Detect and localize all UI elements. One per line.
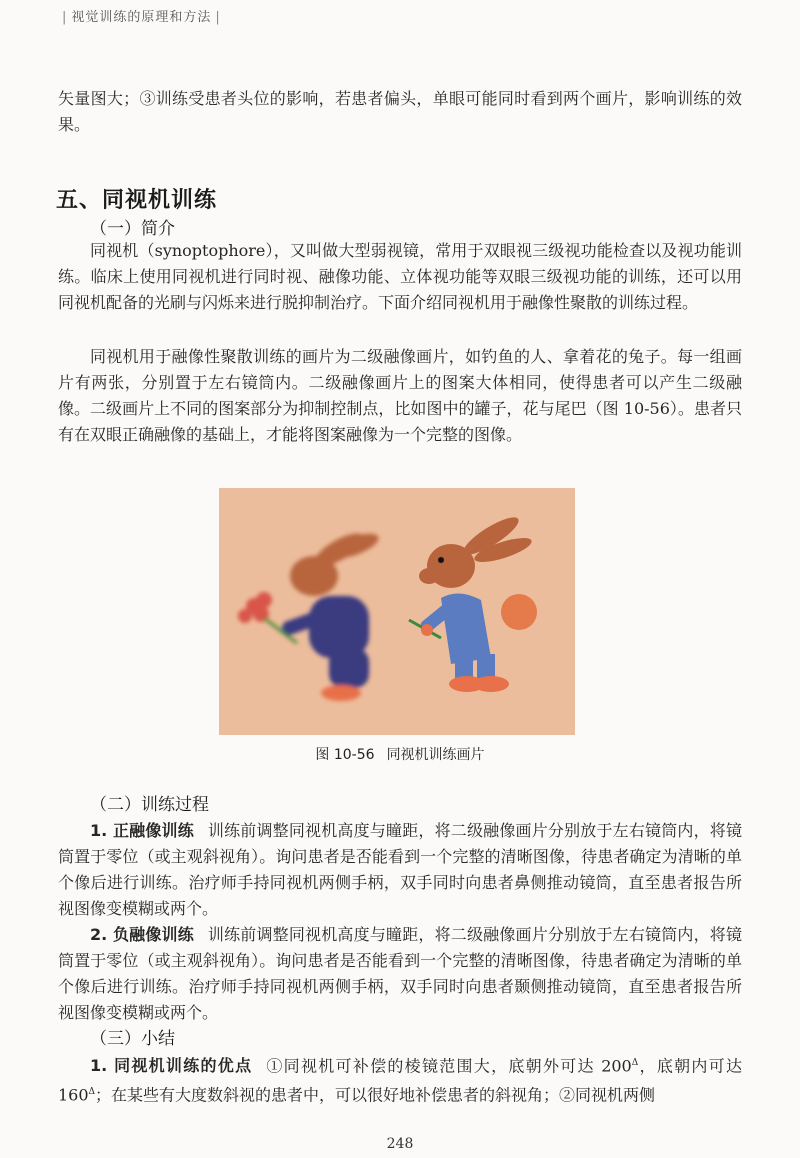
figure-number: 图 10-56 [315, 747, 375, 763]
paragraph-synoptophore-intro: 同视机（synoptophore），又叫做大型弱视镜，常用于双眼视三级视功能检查以及视功能训练。临床上使用同视机进行同时视、融像功能、立体视功能等双眼三级视功能的训练，还可以用同视机配备的光刷与闪烁来进行脱抑制治疗。下面介绍同视机用于融像性聚散的训练过程。 [58, 241, 742, 312]
intro-paragraph: 矢量图大；③训练受患者头位的影响，若患者偏头，单眼可能同时看到两个画片，影响训练的效果。 [58, 89, 742, 134]
advantages-text-b: ，底朝内可达 160 [58, 1056, 742, 1105]
prism-symbol-1: Δ [631, 1058, 639, 1068]
subsection-title-process: （二）训练过程 [90, 795, 209, 815]
page-number: 248 [386, 1136, 414, 1152]
negative-fusion-lead: 2. 负融像训练 [90, 925, 194, 944]
paragraph-fusion-slides: 同视机用于融像性聚散训练的画片为二级融像画片，如钓鱼的人、拿着花的兔子。每一组画片有两张，分别置于左右镜筒内。二级融像画片上的图案大体相同，使得患者可以产生二级融像。二级画片上不同的图案部分为抑制控制点，比如图中的罐子，花与尾巴（图 10-56）。患者只有在双眼正确融像的基础上，才能将图案融像为一个完整的图像。 [58, 347, 742, 444]
header-title: 视觉训练的原理和方法 [71, 10, 212, 25]
figure-rabbit-slides [219, 488, 575, 735]
figure-caption-text: 同视机训练画片 [386, 747, 485, 763]
section-title: 五、同视机训练 [56, 188, 218, 213]
subsection-title-intro: （一）简介 [90, 219, 175, 239]
subsection-title-summary: （三）小结 [90, 1029, 175, 1049]
paragraph-negative-fusion [58, 922, 742, 1026]
advantages-text-a: ①同视机可补偿的棱镜范围大，底朝外可达 200 [266, 1056, 632, 1076]
figure-caption [0, 744, 800, 764]
negative-fusion-text: 训练前调整同视机高度与瞳距，将二级融像画片分别放于左右镜筒内，将镜筒置于零位（或主观斜视角）。询问患者是否能看到一个完整的清晰图像，待患者确定为清晰的单个像后进行训练。治疗师手持同视机两侧手柄，双手同时向患者颞侧推动镜筒，直至患者报告所视图像变模糊或两个。 [58, 925, 742, 1022]
prism-symbol-2: Δ [88, 1087, 96, 1098]
running-header: | 视觉训练的原理和方法 | [62, 10, 221, 25]
advantages-text-c: ；在某些有大度数斜视的患者中，可以很好地补偿患者的斜视角；②同视机两侧 [95, 1085, 656, 1105]
positive-fusion-text: 训练前调整同视机高度与瞳距，将二级融像画片分别放于左右镜筒内，将镜筒置于零位（或主观斜视角）。询问患者是否能看到一个完整的清晰图像，待患者确定为清晰的单个像后进行训练。治疗师手持同视机两侧手柄，双手同时向患者鼻侧推动镜筒，直至患者报告所视图像变模糊或两个。 [58, 821, 742, 918]
advantages-lead: 1. 同视机训练的优点 [90, 1056, 253, 1076]
positive-fusion-lead: 1. 正融像训练 [90, 821, 194, 840]
paragraph-positive-fusion [58, 818, 742, 922]
rabbit-illustration [219, 488, 575, 735]
paragraph-advantages [58, 1050, 742, 1109]
